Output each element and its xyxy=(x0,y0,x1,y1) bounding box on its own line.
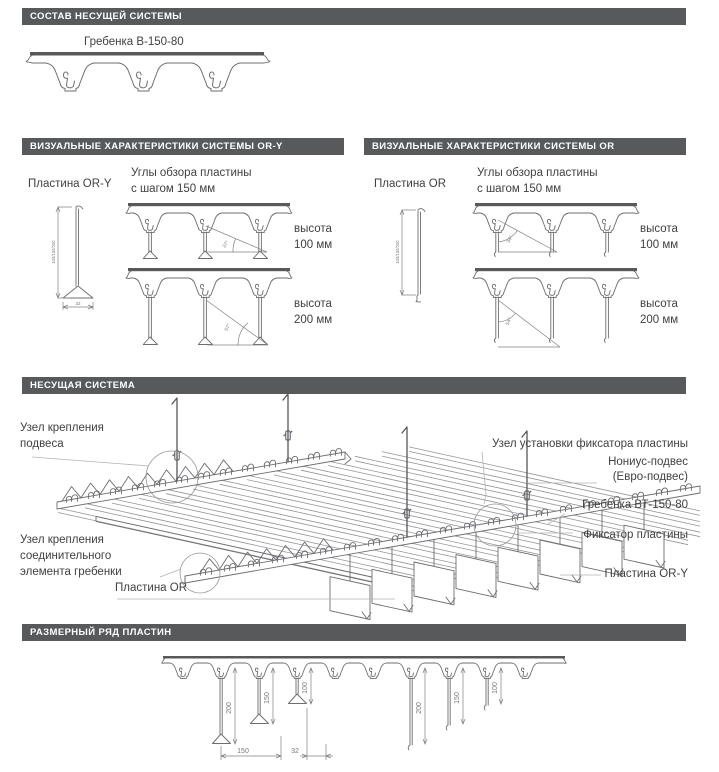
dim-ory-150: 150 xyxy=(264,692,271,704)
section-title-visual-ory: ВИЗУАЛЬНЫЕ ХАРАКТЕРИСТИКИ СИСТЕМЫ OR-Y xyxy=(22,138,344,155)
hanger-rods xyxy=(172,394,531,537)
comb-b150-label: Гребенка В-150-80 xyxy=(84,36,184,48)
dim-base-32: 32 xyxy=(291,748,299,755)
comb-h200-ory xyxy=(126,268,292,345)
comb-h100-ory xyxy=(126,203,292,259)
dim-pitch-150: 150 xyxy=(237,748,249,755)
height-200-label-ory: высота 200 мм xyxy=(294,298,333,326)
plate-or-profile xyxy=(395,209,425,302)
callout-plate-or: Пластина OR xyxy=(115,582,188,594)
dim-or-150: 150 xyxy=(454,692,461,704)
size-bottom-dims xyxy=(221,708,333,760)
view-angle-200-or: 54° xyxy=(504,316,514,327)
visual-ory-drawing xyxy=(22,160,344,360)
hanging-plates-row xyxy=(330,503,665,620)
comb-h100-or xyxy=(473,203,639,257)
visual-or-drawing xyxy=(364,160,686,360)
height-100-label-ory: высота 100 мм xyxy=(294,223,333,251)
callout-hanger-node: Узел крепления подвеса xyxy=(20,422,104,450)
caption-line2: с шагом 150 мм xyxy=(477,183,562,195)
plate-height-dim: 100/150/200 xyxy=(395,240,400,264)
callout-plate-ory: Пластина OR-Y xyxy=(604,568,688,580)
caption-line1: Углы обзора пластины xyxy=(131,167,252,179)
callout-nonius-hanger: Нониус-подвес (Евро-подвес) xyxy=(608,456,688,483)
comb-b150-drawing xyxy=(22,44,272,108)
size-ory-plates xyxy=(212,668,313,744)
callout-comb-bt: Гребенка ВТ-150-80 xyxy=(582,499,688,511)
size-range-drawing xyxy=(140,648,600,772)
plate-height-dim: 100/150/200 xyxy=(51,240,56,264)
view-angle-100-or: 34° xyxy=(505,234,515,245)
callout-connector-node: Узел крепления соединительного элемента гребенки xyxy=(20,534,122,578)
caption-line2: с шагом 150 мм xyxy=(131,183,216,195)
section-title-composition: СОСТАВ НЕСУЩЕЙ СИСТЕМЫ xyxy=(22,8,686,25)
plate-ory-profile xyxy=(51,206,93,310)
size-or-plates xyxy=(408,668,503,750)
section-title-visual-or: ВИЗУАЛЬНЫЕ ХАРАКТЕРИСТИКИ СИСТЕМЫ OR xyxy=(364,138,686,155)
plate-or-label: Пластина OR xyxy=(374,178,447,190)
plate-base-dim: 32 xyxy=(75,301,81,306)
callout-fixator-install-node: Узел установки фиксатора пластины xyxy=(492,438,688,450)
size-comb-profile xyxy=(162,656,567,678)
comb-h200-or xyxy=(473,268,639,347)
dim-ory-200: 200 xyxy=(226,702,233,714)
section-title-sizes: РАЗМЕРНЫЙ РЯД ПЛАСТИН xyxy=(22,624,686,641)
dim-ory-100: 100 xyxy=(302,682,309,694)
dim-or-100: 100 xyxy=(492,682,499,694)
caption-line1: Углы обзора пластины xyxy=(477,167,598,179)
view-angle-100-ory: 37° xyxy=(221,239,231,250)
callout-fixator: Фиксатор пластины xyxy=(583,529,688,541)
height-200-label-or: высота 200 мм xyxy=(640,298,679,326)
height-100-label-or: высота 100 мм xyxy=(640,223,679,251)
view-angle-200-ory: 57° xyxy=(223,322,233,333)
comb-profile xyxy=(26,52,270,91)
section-title-bearing: НЕСУЩАЯ СИСТЕМА xyxy=(22,377,686,394)
comb-rail-back xyxy=(57,448,351,509)
plate-ory-label: Пластина OR-Y xyxy=(28,178,112,190)
dim-or-200: 200 xyxy=(416,702,423,714)
